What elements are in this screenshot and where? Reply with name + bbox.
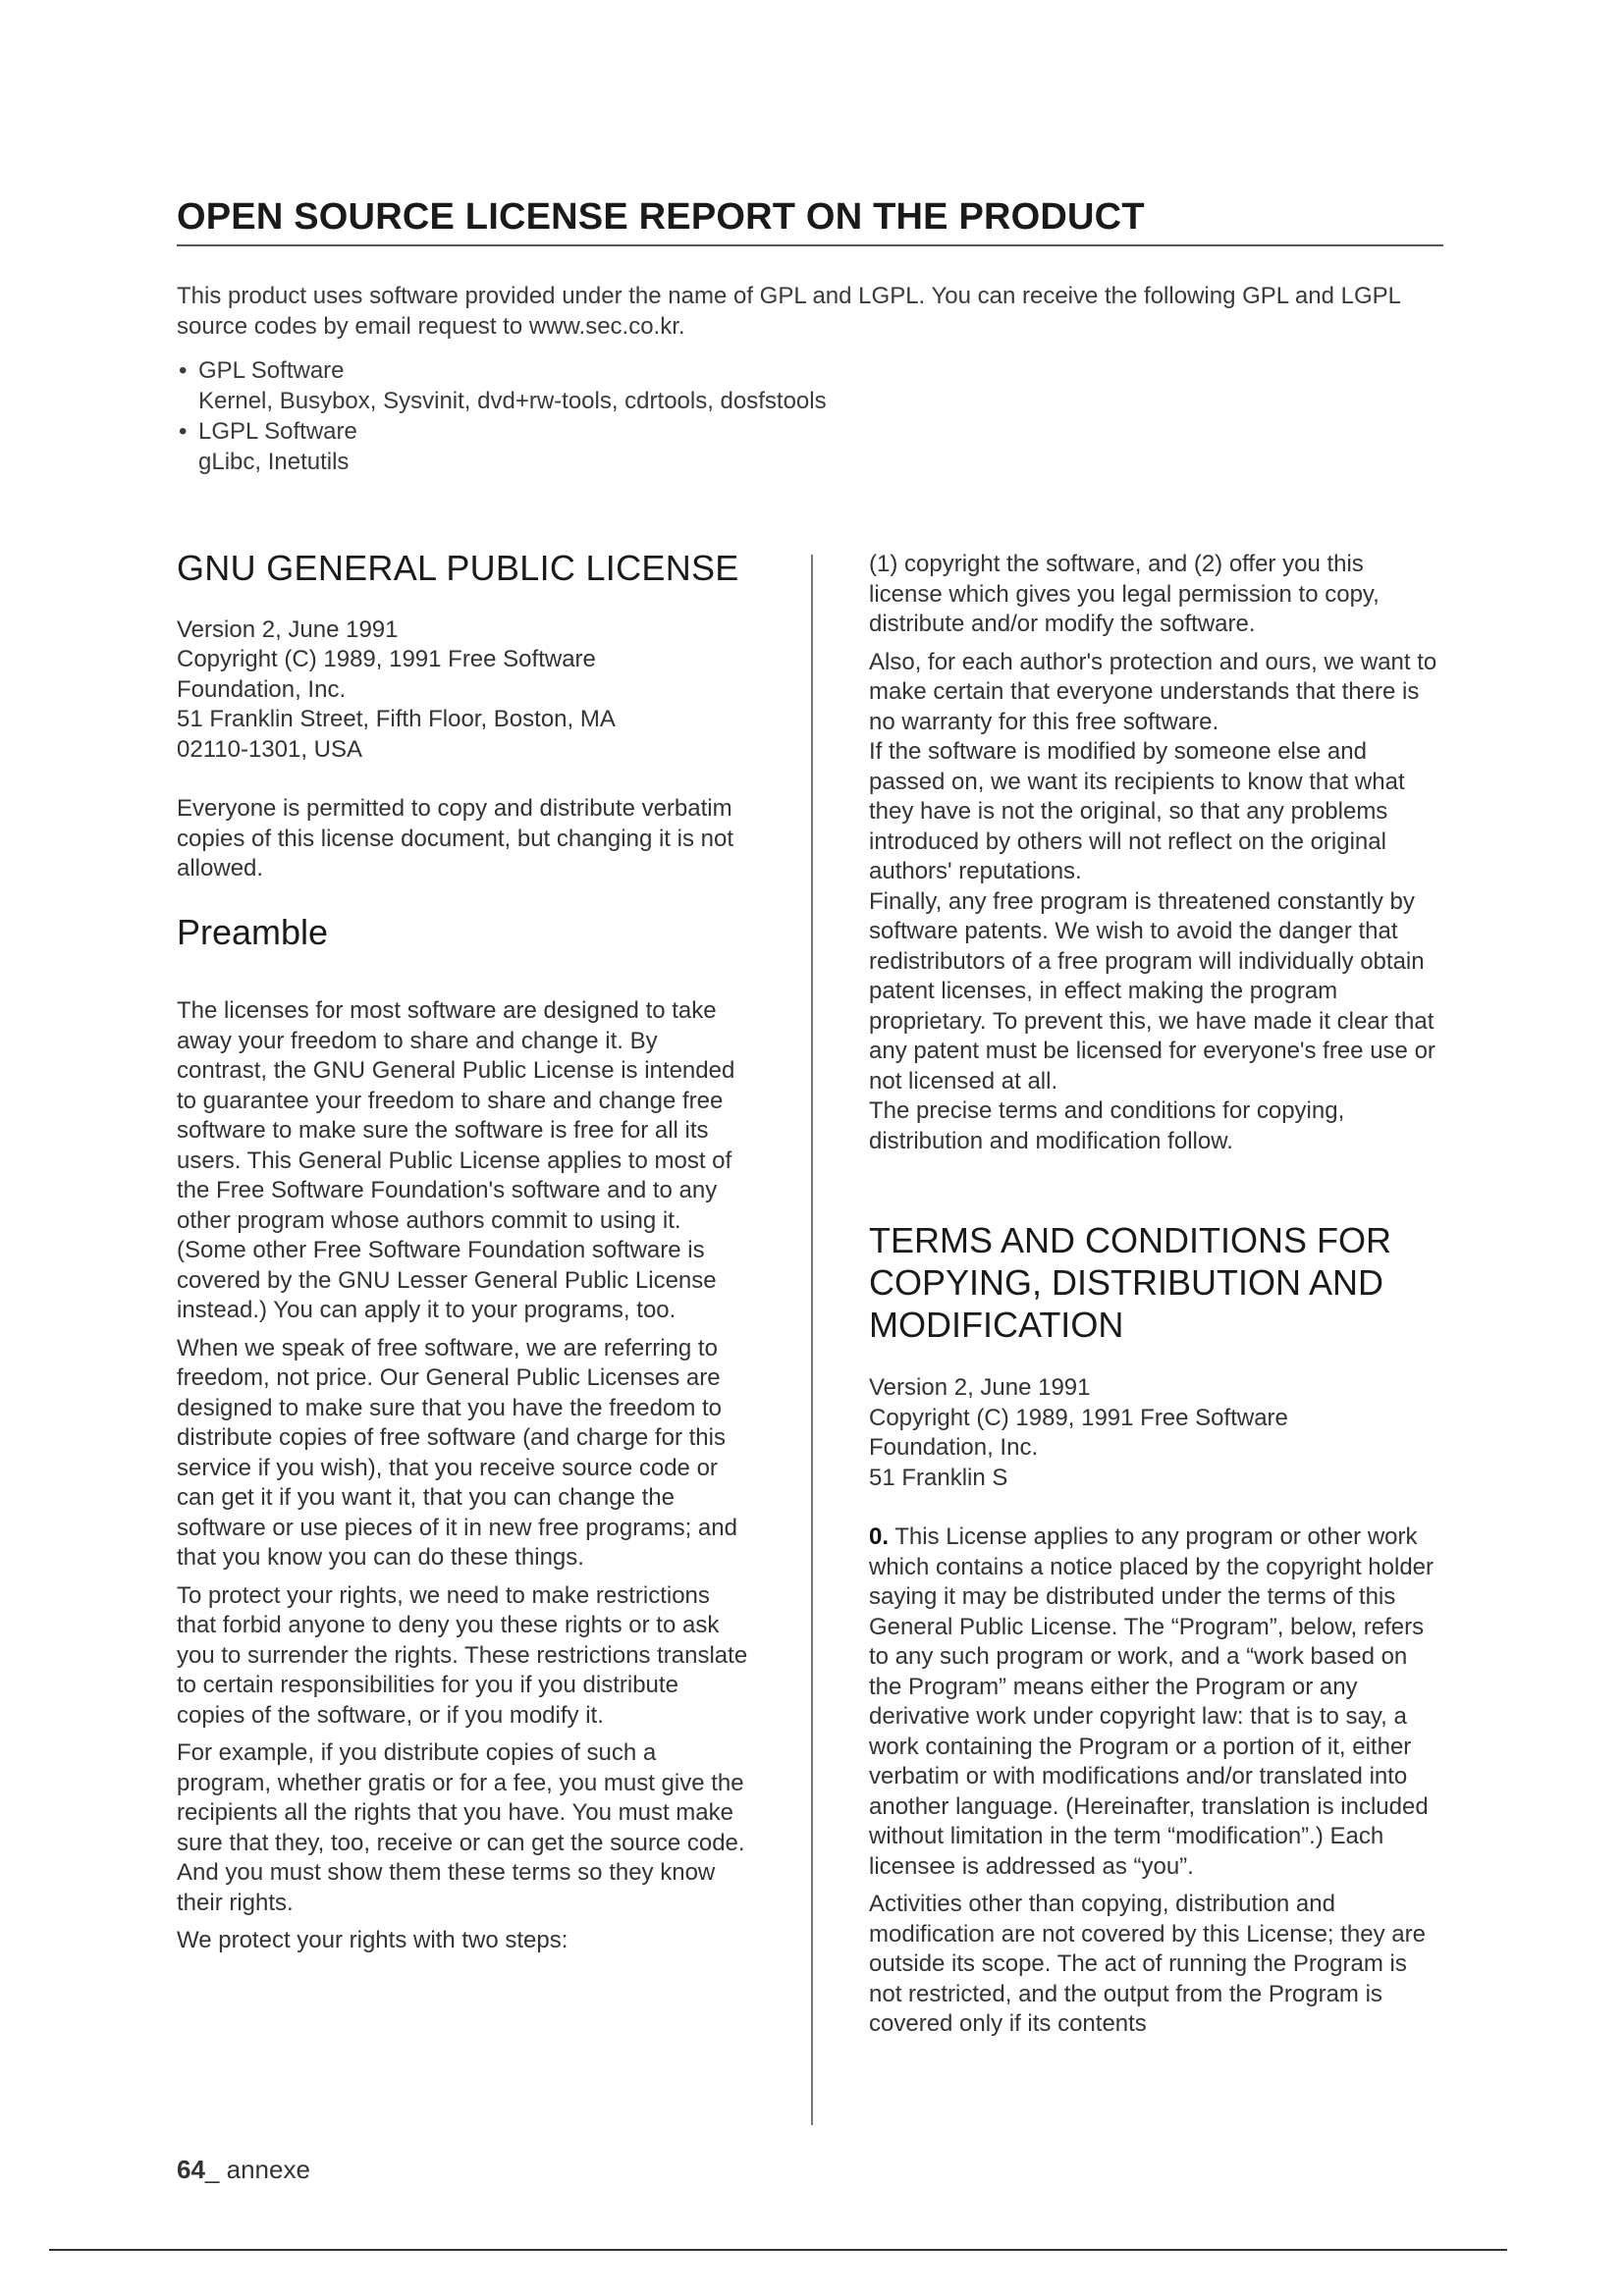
preamble-paragraph: The licenses for most software are designed to take away your freedom to share and change it. By contrast, the GNU General Public License is intended to guarantee your freedom to share and change free software to make sure the software is free for all its users. This General Public License applies to most of the Free Software Foundation's software and to any other program whose authors commit to using it. (Some other Free Software Foundation software is covered by the GNU Lesser General Public License instead.) You can apply it to your programs, too. <box>177 997 735 1323</box>
bottom-rule <box>49 2249 1507 2251</box>
preamble-heading: Preamble <box>177 911 329 952</box>
intro-text: This product uses software provided under the name of GPL and LGPL. You can receive the following GPL and LGPL source codes by email request to www.sec.co.kr. <box>177 283 1401 340</box>
permission-notice: Everyone is permitted to copy and distribute verbatim copies of this license document, but changing it is not allowed. <box>177 795 733 881</box>
address-line: 51 Franklin S <box>869 1464 1008 1491</box>
left-column <box>177 550 751 1964</box>
gnu-gpl-heading: GNU GENERAL PUBLIC LICENSE <box>177 548 739 588</box>
gpl-items: Kernel, Busybox, Sysvinit, dvd+rw-tools, cdrtools, dosfstools <box>198 388 827 414</box>
intro-section <box>177 281 1443 477</box>
lgpl-label: • LGPL Software <box>198 418 357 445</box>
clause-text: This License applies to any program or other work which contains a notice placed by the copyright holder saying it may be distributed under the terms of this General Public License. The “Program”, below, refers to any such program or work, and a “work based on the Program” means either the Program or any derivative work under copyright law: that is to say, a work containing the Program or a portion of it, either verbatim or with modifications and/or translated into another language. (Hereinafter, translation is included without limitation in the term “modification”.) Each licensee is addressed as “you”. <box>869 1523 1435 1880</box>
preamble-paragraph: When we speak of free software, we are referring to freedom, not price. Our General Public Licenses are designed to make sure that you have the freedom to distribute copies of free software (and charge for this service if you wish), that you receive source code or can get it if you want it, that you can change the software or use pieces of it in new free programs; and that you know you can do these things. <box>177 1334 737 1571</box>
version-line: Version 2, June 1991 <box>177 615 399 643</box>
preamble-paragraph: Finally, any free program is threatened constantly by software patents. We wish to avoid the danger that redistributors of a free program will individually obtain patent licenses, in effect making the program proprietary. To prevent this, we have made it clear that any patent must be licensed for everyone's free use or not licensed at all. <box>869 887 1435 1095</box>
column-divider <box>811 555 813 2125</box>
page-footer <box>177 2155 310 2185</box>
copyright-line: Copyright (C) 1989, 1991 Free Software <box>869 1404 1288 1431</box>
preamble-paragraph: Also, for each author's protection and ours, we want to make certain that everyone understands that there is no warranty for this free software. <box>869 648 1437 735</box>
preamble-paragraph: We protect your rights with two steps: <box>177 1927 568 1953</box>
license-header-block <box>177 615 751 766</box>
clause-0 <box>869 1522 1443 1882</box>
address-line: 51 Franklin Street, Fifth Floor, Boston, MA <box>177 706 616 732</box>
list-item-lgpl <box>177 416 1443 477</box>
address-line-cont: 02110-1301, USA <box>177 735 363 763</box>
clause-number: 0. <box>869 1523 890 1550</box>
preamble-paragraph: To protect your rights, we need to make restrictions that forbid anyone to deny you these rights or to ask you to surrender the rights. These restrictions translate to certain responsibilities for you if you distribute copies of the software, or if you modify it. <box>177 1581 748 1729</box>
page-number: 64 <box>177 2155 205 2184</box>
gpl-label: • GPL Software <box>198 357 345 384</box>
preamble-paragraph: (1) copyright the software, and (2) offer you this license which gives you legal permission to copy, distribute and/or modify the software. <box>869 551 1380 637</box>
preamble-paragraph: The precise terms and conditions for copying, distribution and modification follow. <box>869 1097 1345 1154</box>
copyright-line: Copyright (C) 1989, 1991 Free Software <box>177 646 596 672</box>
copyright-line-cont: Foundation, Inc. <box>177 675 347 703</box>
list-item-gpl <box>177 355 1443 416</box>
right-column <box>869 550 1443 2048</box>
lgpl-items: gLibc, Inetutils <box>198 449 350 475</box>
preamble-paragraph: If the software is modified by someone else and passed on, we want its recipients to know that what they have is not the original, so that any problems introduced by others will not reflect on the original authors' reputations. <box>869 738 1405 884</box>
terms-header-block <box>869 1373 1443 1493</box>
version-line: Version 2, June 1991 <box>869 1374 1091 1401</box>
software-list <box>177 355 1443 477</box>
page-title: OPEN SOURCE LICENSE REPORT ON THE PRODUCT <box>177 196 1443 246</box>
terms-paragraph: Activities other than copying, distribution and modification are not covered by this License; they are outside its scope. The act of running the Program is not restricted, and the output from the Program is covered only if its contents <box>869 1891 1426 2037</box>
section-label: _ annexe <box>204 2155 310 2184</box>
preamble-paragraph: For example, if you distribute copies of such a program, whether gratis or for a fee, you must give the recipients all the rights that you have. You must make sure that they, too, receive or can get the source code. And you must show them these terms so they know their rights. <box>177 1739 745 1916</box>
copyright-line-cont: Foundation, Inc. <box>869 1434 1039 1461</box>
terms-heading: TERMS AND CONDITIONS FOR COPYING, DISTRIBUTION AND MODIFICATION <box>869 1220 1392 1345</box>
